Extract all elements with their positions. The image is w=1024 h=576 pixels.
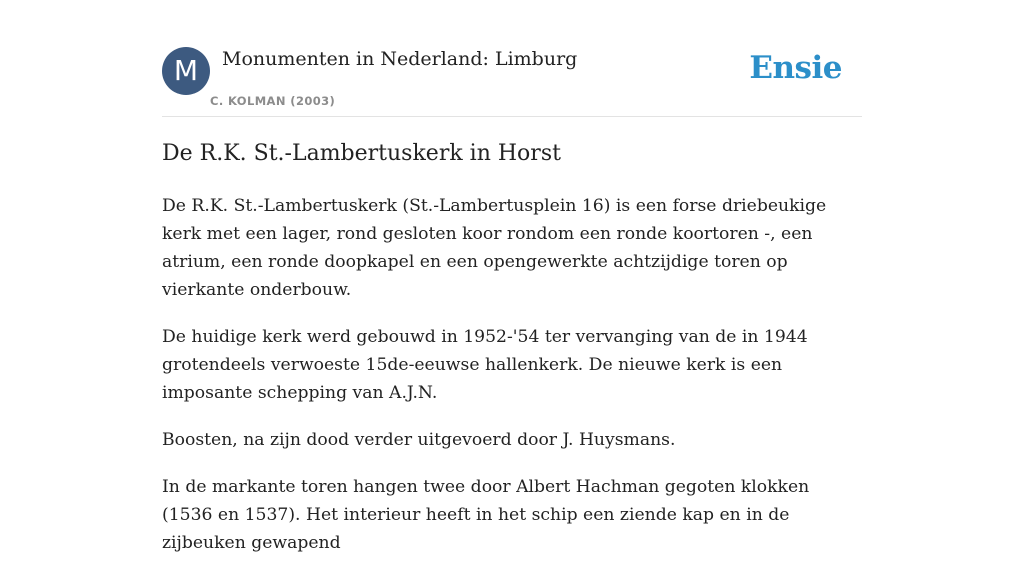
article-paragraph: De huidige kerk werd gebouwd in 1952-'54 ter vervanging van de in 1944 grotendeels verwoeste 15de-eeuwse hallenkerk. De nieuwe kerk is een imposante schepping van A.J.N. [162, 327, 808, 403]
ensie-logo[interactable]: Ensie [749, 50, 842, 86]
article-paragraph: De R.K. St.-Lambertuskerk (St.-Lambertusplein 16) is een forse driebeukige kerk met een lager, rond gesloten koor rondom een ronde koortoren -, een atrium, een ronde doopkapel en een opengewerkte achtzijdige toren op vierkante onderbouw. [162, 196, 827, 300]
source-header [162, 46, 862, 117]
article-paragraph: In de markante toren hangen twee door Albert Hachman gegoten klokken (1536 en 1537). Het interieur heeft in het schip een ziende kap en in de zijbeuken gewapend [162, 477, 810, 553]
article [162, 138, 862, 576]
article-paragraph: Boosten, na zijn dood verder uitgevoerd door J. Huysmans. [162, 430, 676, 450]
source-title-link[interactable]: Monumenten in Nederland: Limburg [222, 48, 578, 70]
source-avatar: M [162, 47, 210, 95]
article-title: De R.K. St.-Lambertuskerk in Horst [162, 141, 561, 166]
author-byline: C. KOLMAN (2003) [210, 94, 336, 108]
